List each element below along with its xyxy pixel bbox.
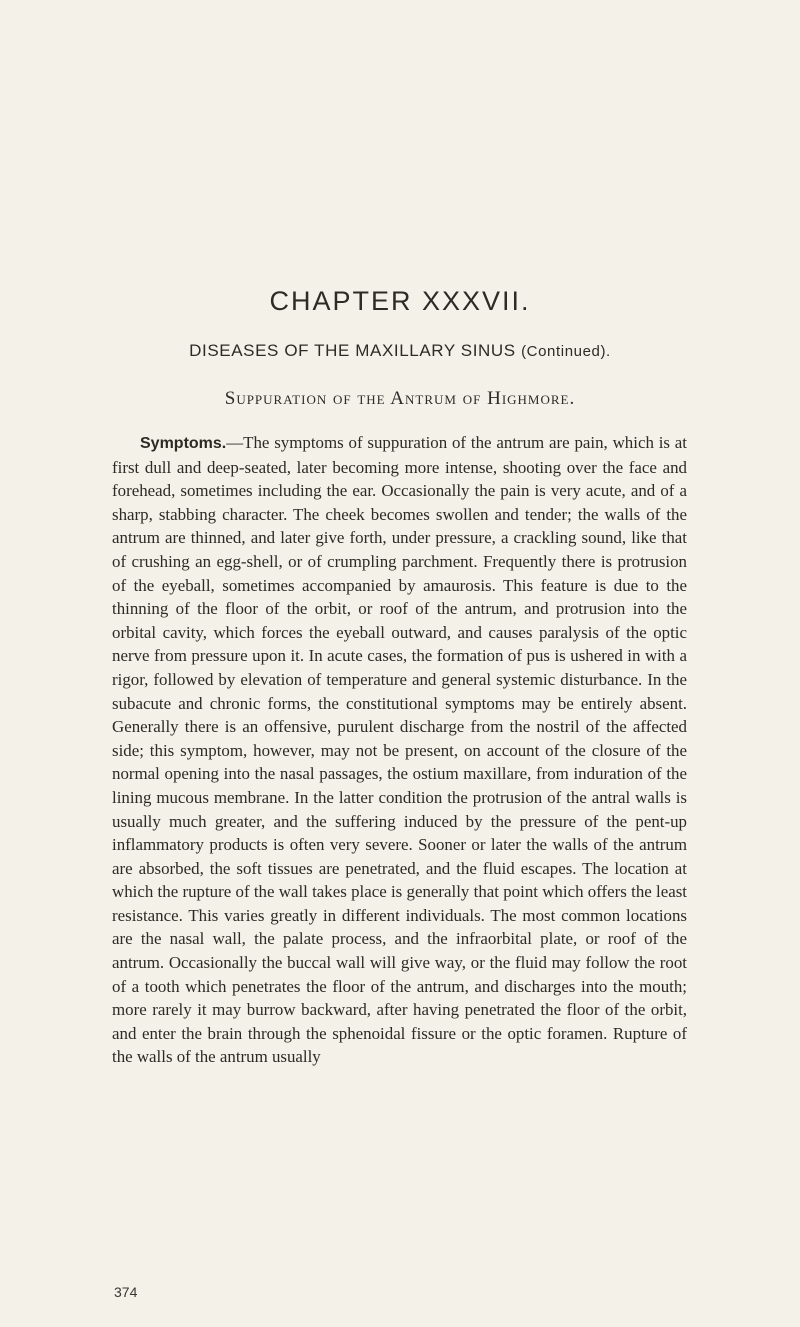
page-number: 374 bbox=[114, 1284, 138, 1300]
body-paragraph bbox=[112, 431, 687, 1069]
chapter-title: CHAPTER XXXVII. bbox=[269, 286, 531, 316]
paragraph-text: —The symptoms of suppuration of the antrum are pain, which is at first dull and deep-seated, later becoming more intense, shooting over the face and forehead, sometimes including the ear. Occasionally the pain is very acute, and of a sharp, stabbing character. The cheek becomes swollen and tender; the walls of the antrum are thinned, and later give forth, under pressure, a crackling sound, like that of crushing an egg-shell, or of crumpling parchment. Frequently there is protrusion of the eyeball, sometimes accompanied by amaurosis. This feature is due to the thinning of the floor of the orbit, or roof of the antrum, and protrusion into the orbital cavity, which forces the eyeball outward, and causes paralysis of the optic nerve from pressure upon it. In acute cases, the formation of pus is ushered in with a rigor, followed by elevation of temperature and general systemic disturbance. In the subacute and chronic forms, the constitutional symptoms may be entirely absent. Generally there is an offensive, purulent discharge from the nostril of the affected side; this symptom, however, may not be present, on account of the closure of the normal opening into the nasal passages, the ostium maxillare, from induration of the lining mucous membrane. In the latter condition the protrusion of the antral walls is usually much greater, and the suffering induced by the pressure of the pent-up inflammatory products is often very severe. Sooner or later the walls of the antrum are absorbed, the soft tissues are penetrated, and the fluid escapes. The location at which the rupture of the wall takes place is generally that point which offers the least resistance. This varies greatly in different individuals. The most common locations are the nasal wall, the palate process, and the infraorbital plate, or roof of the antrum. Occasionally the buccal wall will give way, or the fluid may follow the root of a tooth which penetrates the floor of the antrum, and discharges into the mouth; more rarely it may burrow backward, after having penetrated the floor of the orbit, and enter the brain through the sphenoidal fissure or the optic foramen. Rupture of the walls of the antrum usually bbox=[112, 433, 687, 1067]
chapter-subtitle bbox=[0, 341, 800, 361]
paragraph-lead: Symptoms. bbox=[140, 435, 227, 452]
subtitle-main: DISEASES OF THE MAXILLARY SINUS bbox=[189, 341, 522, 360]
section-title: Suppuration of the Antrum of Highmore. bbox=[224, 388, 576, 409]
subtitle-continued: (Continued). bbox=[521, 343, 611, 360]
